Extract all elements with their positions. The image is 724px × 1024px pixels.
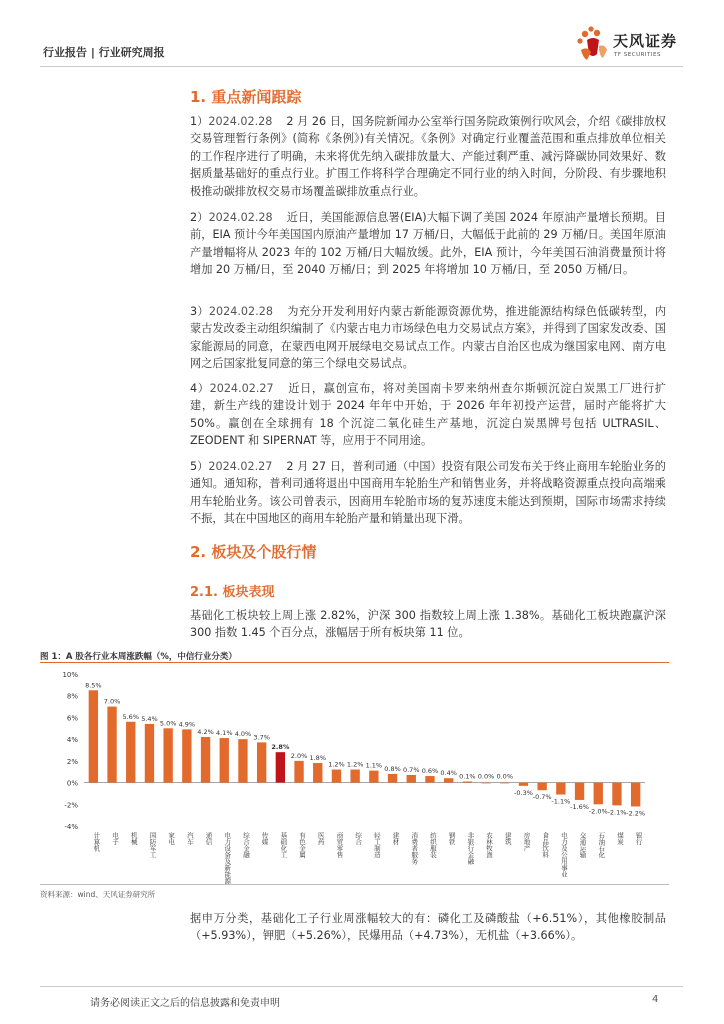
bar: [332, 770, 341, 783]
y-tick-label: 2%: [66, 757, 78, 766]
header-divider: [40, 66, 683, 67]
logo-cn-text: 天风证券: [613, 32, 678, 50]
bar: [575, 783, 584, 800]
category-label: 石油石化: [597, 832, 606, 858]
bar-value-label: 0.4%: [440, 769, 457, 778]
category-label: 食品饮料: [541, 832, 550, 858]
figure-bottom-rule: [40, 884, 669, 885]
y-tick-label: 6%: [66, 714, 78, 723]
bar-value-label: 2.0%: [290, 751, 308, 760]
category-label: 通信: [204, 832, 213, 845]
category-label: 建筑: [503, 832, 512, 845]
bar: [556, 783, 565, 795]
news-item-number: 2）: [190, 211, 209, 224]
news-item-number: 5）: [190, 460, 209, 473]
bar: [612, 783, 621, 806]
footer-divider: [40, 986, 683, 987]
category-label: 医药: [316, 832, 325, 845]
bar-value-label: -0.3%: [514, 788, 533, 797]
category-label: 房地产: [522, 832, 531, 852]
news-item-number: 1）: [190, 115, 209, 128]
news-item-date: 2024.02.28: [208, 305, 273, 318]
industry-bar-chart: [40, 664, 669, 884]
category-label: 基础化工: [279, 832, 288, 858]
y-tick-label: -2%: [64, 801, 78, 810]
bar: [369, 771, 378, 783]
figure-source: 资料来源：wind、天风证券研究所: [40, 890, 156, 899]
category-label: 汽车: [185, 832, 194, 845]
bar-value-label: 0.8%: [384, 764, 401, 773]
page-number: 4: [652, 994, 659, 1005]
category-label: 电力及公用事业: [559, 832, 568, 878]
category-label: 消费者服务: [410, 832, 419, 865]
bar-value-label: 0.7%: [402, 765, 420, 774]
category-label: 综合: [354, 832, 363, 845]
report-type-label: 行业报告 | 行业研究周报: [43, 46, 165, 59]
category-label: 综合金融: [241, 832, 250, 858]
bar-value-label: 5.6%: [122, 712, 140, 721]
sector-intro-text: 基础化工板块较上周上涨 2.82%，沪深 300 指数较上周上涨 1.38%。基础化工板块跑赢沪深 300 指数 1.45 个百分点，涨幅居于所有板块第 11 位。: [190, 609, 666, 640]
bar: [594, 783, 603, 805]
y-tick-label: 4%: [66, 736, 78, 745]
bar: [257, 742, 266, 782]
bar: [107, 707, 116, 783]
news-item-4: [190, 380, 666, 450]
category-label: 纺织服装: [428, 832, 437, 858]
bar: [388, 774, 397, 783]
figure-title: 图 1：A 股各行业本周涨跌幅（%，中信行业分类）: [40, 652, 237, 662]
category-label: 农林牧渔: [485, 832, 494, 858]
bar-value-label: 1.1%: [365, 761, 383, 770]
news-item-number: 3）: [190, 305, 209, 318]
news-item-date: 2024.02.28: [208, 115, 273, 128]
bar: [631, 783, 640, 807]
logo-en-text: TF SECURITIES: [614, 52, 661, 58]
bar-value-label: -2.2%: [626, 809, 646, 818]
bar: [519, 783, 528, 786]
bar-value-label: -1.6%: [570, 802, 589, 811]
bar-value-label: 0.0%: [496, 772, 514, 781]
bar-value-label: -2.1%: [607, 808, 627, 817]
bar-value-label: 1.8%: [309, 754, 327, 763]
bar-value-label: 0.6%: [421, 767, 439, 776]
category-label: 机械: [129, 832, 138, 845]
bar: [350, 770, 359, 783]
news-item-5: [190, 458, 666, 528]
category-label: 轻工制造: [372, 832, 381, 858]
category-label: 商贸零售: [335, 832, 344, 858]
bar: [276, 752, 285, 782]
section-title-news: 1. 重点新闻跟踪: [190, 88, 302, 106]
y-tick-label: 10%: [62, 671, 78, 679]
bar-value-label: 1.2%: [346, 760, 364, 769]
category-label: 有色金属: [298, 832, 307, 858]
bar: [313, 763, 322, 783]
category-label: 电力设备及新能源: [223, 832, 232, 884]
category-label: 银行: [634, 832, 643, 845]
bar-value-label: -0.7%: [532, 793, 552, 802]
category-label: 建材: [391, 832, 400, 845]
y-tick-label: 8%: [66, 692, 78, 701]
bar-value-label: 4.9%: [178, 720, 196, 729]
bar: [463, 781, 472, 782]
bar: [163, 728, 172, 782]
bar: [201, 737, 210, 783]
category-label: 钢铁: [447, 832, 456, 845]
footer-disclaimer: 请务必阅读正文之后的信息披露和免责申明: [90, 998, 280, 1009]
bar: [481, 783, 490, 784]
bar-value-label: -1.1%: [551, 797, 571, 806]
bar-value-label: 0.1%: [459, 772, 476, 781]
y-tick-label: 0%: [66, 779, 78, 788]
bar: [238, 739, 247, 782]
bar: [425, 776, 434, 783]
y-tick-label: -4%: [64, 823, 78, 831]
bar-value-label: 5.4%: [141, 714, 158, 723]
bar-value-label: 7.0%: [103, 697, 121, 706]
bar-value-label: 1.2%: [328, 760, 345, 769]
bar: [182, 729, 191, 782]
bar: [500, 783, 509, 784]
section-title-market: 2. 板块及个股行情: [190, 543, 317, 561]
bar-value-label: -2.0%: [588, 807, 608, 816]
logo-mark-icon: [573, 24, 613, 64]
bar-value-label: 5.0%: [159, 719, 177, 728]
bar-value-label: 8.5%: [85, 681, 102, 690]
bar: [89, 690, 98, 782]
category-label: 传媒: [260, 832, 269, 845]
news-item-3: [190, 303, 666, 373]
bar: [537, 783, 546, 791]
news-item-text: 2 月 27 日，普利司通（中国）投资有限公司发布关于终止商用车轮胎业务的通知。通知称，普利司通将退出中国商用车轮胎生产和销售业务，并将战略资源重点投向高端乘用车轮胎业务。该公司曾表示，因商用车轮胎市场的复苏速度未能达到预期，国际市场需求持续不振，其在中国地区的商用车轮胎产量和销量出现下滑。: [190, 460, 666, 526]
bar: [145, 724, 154, 783]
bar-value-label: 0.0%: [477, 772, 495, 781]
news-item-1: [190, 113, 666, 200]
bar-value-label: 4.0%: [234, 730, 252, 739]
news-item-text: 为充分开发利用好内蒙古新能源资源优势，推进能源结构绿色低碳转型，内蒙古发改委主动组织编制了《内蒙古电力市场绿色电力交易试点方案》，并得到了国家发改委、国家能源局的同意，在蒙西电网开展绿电交易试点工作。内蒙古自治区也成为继国家电网、南方电网之后国家批复同意的第三个绿电交易试点。: [190, 305, 666, 371]
category-label: 电子: [111, 832, 120, 845]
news-item-number: 4）: [190, 382, 210, 395]
news-item-date: 2024.02.27: [208, 460, 273, 473]
category-label: 计算机: [92, 832, 101, 852]
sub-industry-text: 据申万分类，基础化工子行业周涨幅较大的有：磷化工及磷酸盐（+6.51%），其他橡胶制品（+5.93%），钾肥（+5.26%），民爆用品（+4.73%），无机盐（+3.66%）。: [190, 912, 666, 943]
bar-value-label: 2.8%: [271, 743, 290, 752]
news-item-text: 近日，美国能源信息署(EIA)大幅下调了美国 2024 年原油产量增长预期。目前，EIA 预计今年美国国内原油产量增加 17 万桶/日，大幅低于此前的 29 万桶/日。美国年原油产量增幅将从 2023 年的 102 万桶/日大幅放缓。此外，EIA 预计，今年美国石油消费量预计将增加 20 万桶/日，至 2040 万桶/日；到 2025 年将增加 10 万桶/日，至 2050 万桶/日。: [190, 211, 666, 277]
news-item-2: [190, 209, 666, 279]
news-item-text: 2 月 26 日，国务院新闻办公室举行国务院政策例行吹风会，介绍《碳排放权交易管理暂行条例》(简称《条例》)有关情况。《条例》对确定行业覆盖范围和重点排放单位相关的工作程序进行了明确，未来将优先纳入碳排放量大、产能过剩严重、减污降碳协同效果好、数据质量基础好的重点行业。扩围工作将科学合理确定不同行业的纳入时间，分阶段、有步骤地积极推动碳排放权交易市场覆盖碳排放重点行业。: [190, 115, 666, 198]
bar: [126, 722, 135, 783]
category-label: 交通运输: [578, 832, 587, 858]
bar: [444, 778, 453, 782]
bar: [407, 775, 416, 783]
category-label: 煤炭: [615, 832, 624, 845]
company-logo: [573, 24, 688, 64]
news-item-date: 2024.02.27: [209, 382, 274, 395]
category-label: 国防军工: [148, 832, 157, 858]
bar-value-label: 4.2%: [197, 727, 214, 736]
bar: [294, 761, 303, 783]
news-item-text: 近日，赢创宣布，将对美国南卡罗来纳州查尔斯顿沉淀白炭黑工厂进行扩建，新生产线的建设计划于 2024 年年中开始，于 2026 年年初投产运营，届时产能将扩大 50%。赢创在全球拥有 18 个沉淀二氧化硅生产基地，沉淀白炭黑牌号包括 ULTRASIL、ZEODENT 和 SIPERNAT 等，应用于不同用途。: [190, 382, 666, 448]
bar: [220, 738, 229, 783]
category-label: 家电: [167, 832, 176, 845]
news-item-date: 2024.02.28: [208, 211, 273, 224]
figure-top-rule: [40, 662, 669, 663]
subsection-title-sector: 2.1. 板块表现: [190, 585, 275, 600]
bar-value-label: 3.7%: [253, 733, 270, 742]
bar-value-label: 4.1%: [215, 729, 233, 738]
category-label: 非银行金融: [466, 832, 475, 865]
